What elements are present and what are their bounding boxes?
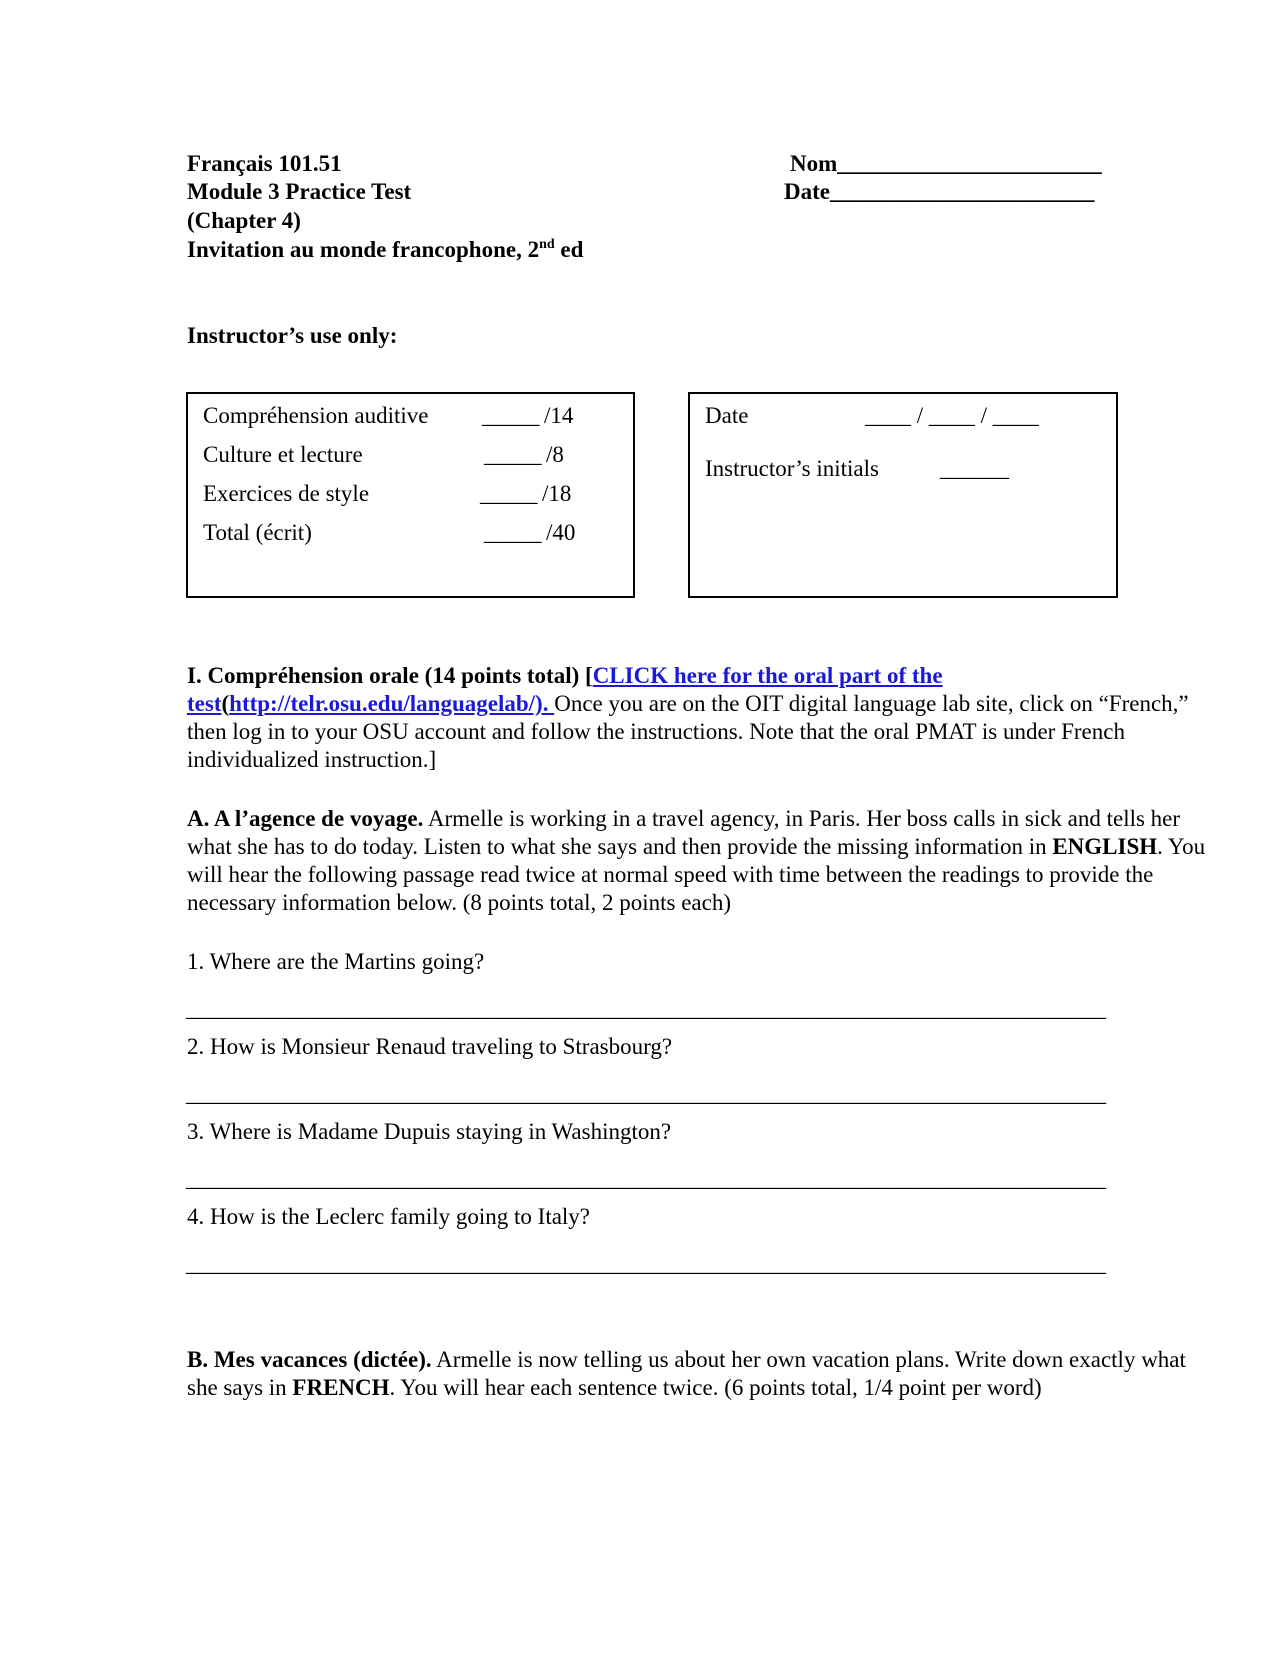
answer-line-4[interactable]: ________________________________________________________________________________ [186,1251,1106,1276]
answer-line-1[interactable]: ________________________________________________________________________________ [186,996,1106,1021]
textbook-title [187,236,583,264]
question-2: 2. How is Monsieur Renaud traveling to Strasbourg? [187,1034,673,1059]
section-instructions: Once you are on the OIT digital language lab site, click on “French,” then log in to your OSU account and follow the instructions. Note that the oral PMAT is under French individualized instruction.] [187,691,1189,772]
score-blank[interactable]: _____ [484,520,542,545]
part-b-intro [187,1346,1217,1402]
instructor-use-label: Instructor’s use only: [187,323,398,348]
answer-line-3[interactable]: ________________________________________________________________________________ [186,1166,1106,1191]
nom-field[interactable]: Nom_______________________ [790,151,1102,176]
instructor-box [688,392,1118,598]
score-max: /8 [546,442,564,467]
score-label: Compréhension auditive [203,403,429,428]
textbook-name: Invitation au monde francophone, 2 [187,237,540,262]
module-title: Module 3 Practice Test [187,179,412,204]
score-max: /14 [544,403,574,428]
part-b-heading: B. Mes vacances (dictée). [187,1347,432,1372]
score-label: Exercices de style [203,481,370,506]
part-a-emphasis: ENGLISH [1052,834,1158,859]
question-3: 3. Where is Madame Dupuis staying in Washington? [187,1119,672,1144]
instructor-initials-label: Instructor’s initials [705,456,879,481]
oral-test-link[interactable]: CLICK here for the oral part of the test [187,663,943,716]
score-label: Total (écrit) [203,520,312,545]
part-a-intro [187,805,1217,917]
part-a-text-continued: . You will hear the following passage read twice at normal speed with time between the readings to provide the necessary information below. (8 points total, 2 points each) [187,834,1206,915]
score-label: Culture et lecture [203,442,363,467]
answer-line-2[interactable]: ________________________________________________________________________________ [186,1081,1106,1106]
score-max: /40 [546,520,576,545]
link-paren: ( [221,691,230,716]
part-b-text: Armelle is now telling us about her own vacation plans. Write down exactly what she says in [187,1347,1186,1400]
textbook-edition-sup: nd [539,237,555,252]
score-blank[interactable]: _____ [480,481,538,506]
instructor-date-blank[interactable]: ____ / ____ / ____ [865,403,1039,428]
textbook-suffix: ed [554,237,584,262]
question-1: 1. Where are the Martins going? [187,949,485,974]
section-heading: I. Compréhension orale (14 points total) [ [187,663,593,688]
part-b-text-continued: . You will hear each sentence twice. (6 points total, 1/4 point per word) [389,1375,1042,1400]
score-blank[interactable]: _____ [484,442,542,467]
score-blank[interactable]: _____ [482,403,540,428]
question-4: 4. How is the Leclerc family going to Italy? [187,1204,591,1229]
chapter-label: (Chapter 4) [187,208,301,233]
part-a-text: Armelle is working in a travel agency, in Paris. Her boss calls in sick and tells her what she has to do today. Listen to what she says and then provide the missing information in [187,806,1181,859]
part-b-emphasis: FRENCH [292,1375,390,1400]
date-field[interactable]: Date_______________________ [784,179,1095,204]
instructor-date-label: Date [705,403,749,428]
part-a-heading: A. A l’agence de voyage. [187,806,424,831]
instructor-initials-blank[interactable]: ______ [940,456,1009,481]
score-box [186,392,635,598]
language-lab-link[interactable]: http://telr.osu.edu/languagelab/). [229,691,555,716]
score-max: /18 [542,481,572,506]
course-title: Français 101.51 [187,151,342,176]
section-oral-comprehension [187,662,1217,774]
